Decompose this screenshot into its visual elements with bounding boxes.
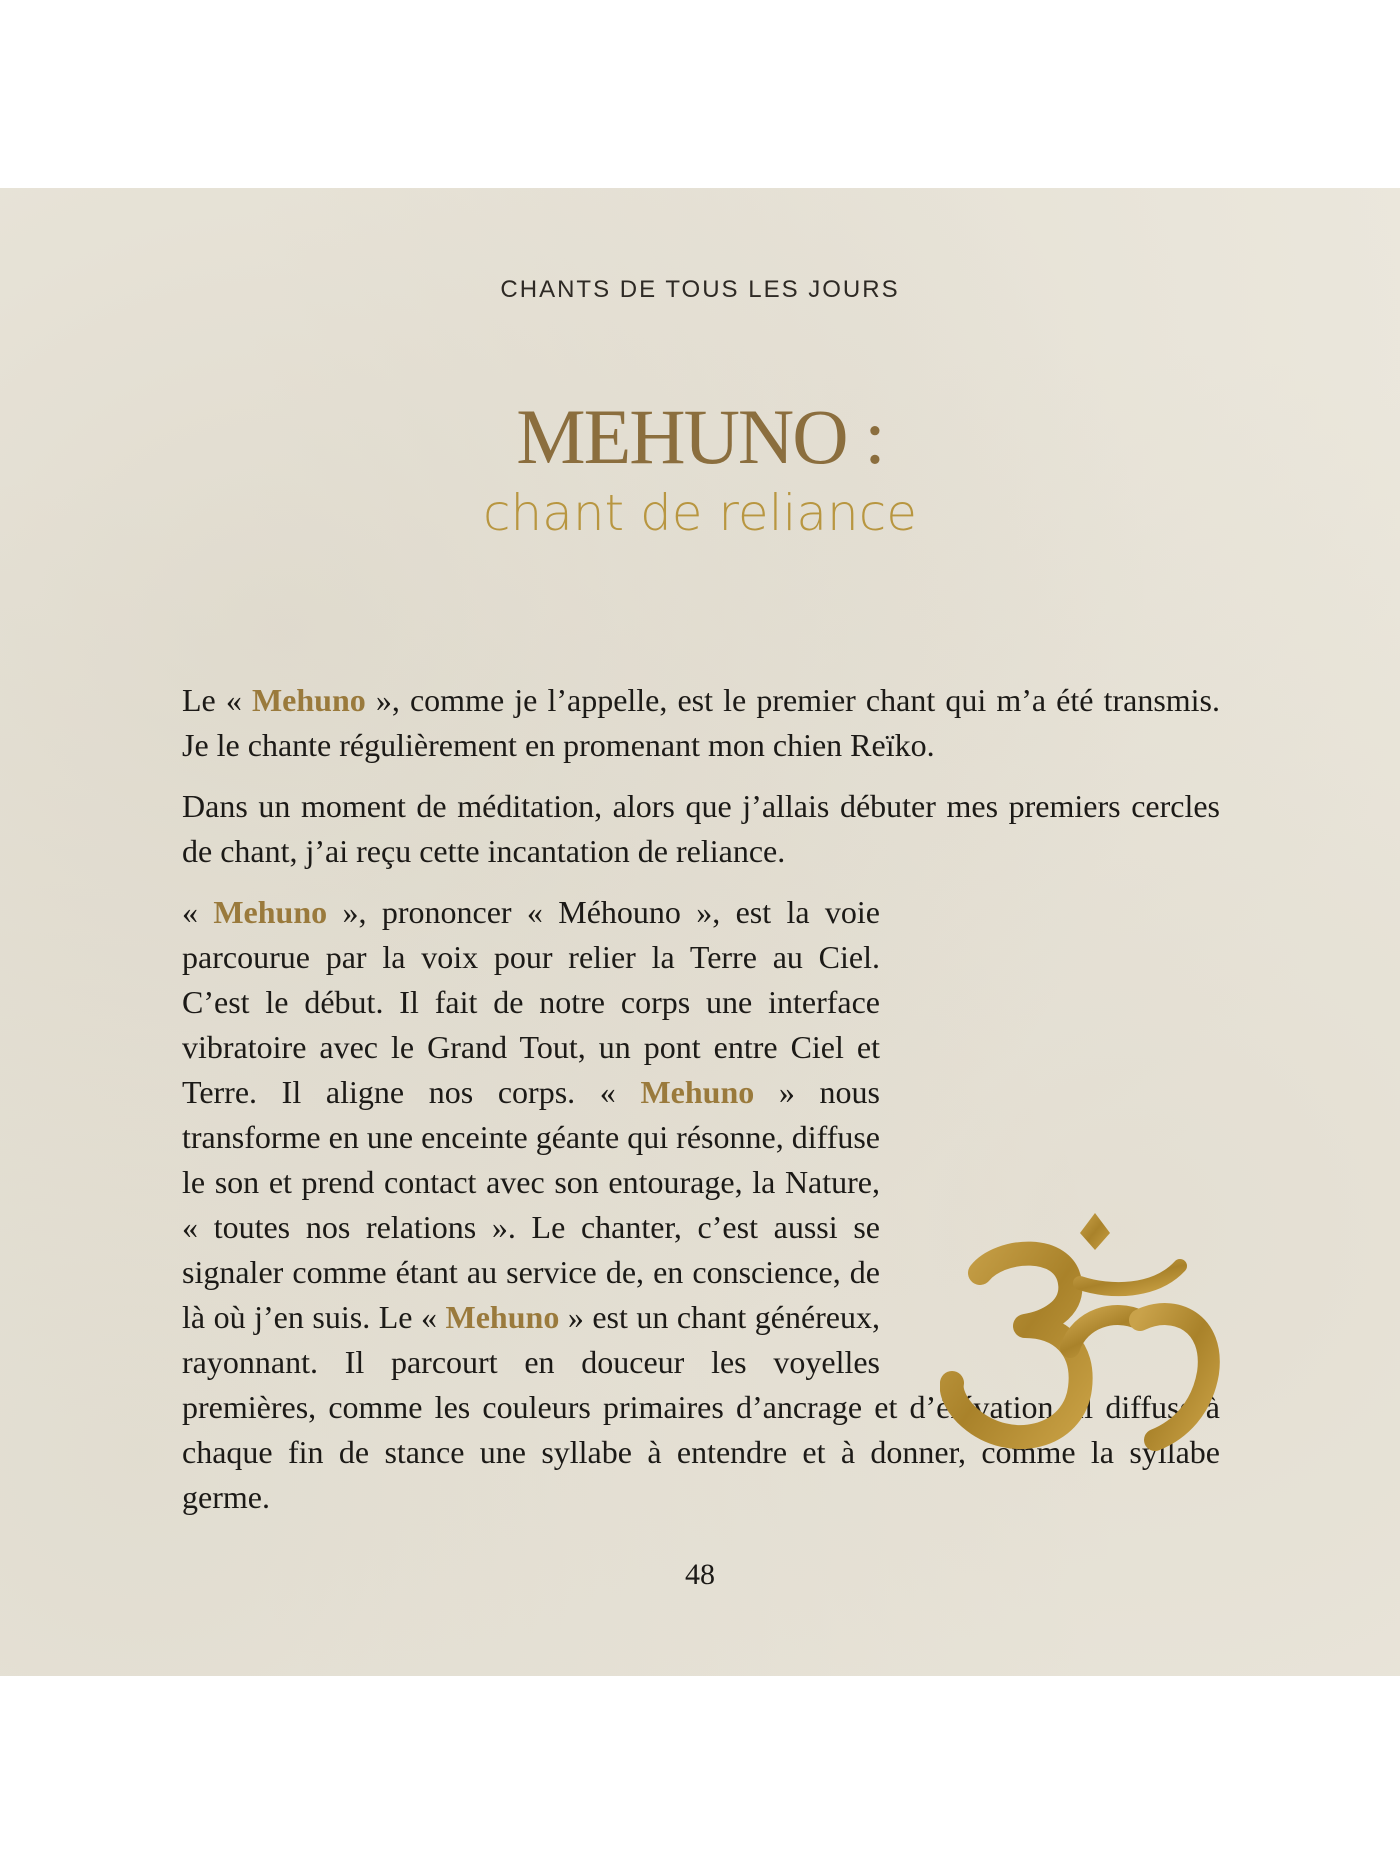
text-run: » est un chant généreux, rayonnant. Il parcourt en douceur les voyelles premières, comme les couleurs primaires d’ancrage et d’élévation. Il diffuse à chaque fin de stance une syllabe à entendre et à donner, comme la syllabe germe. [182, 1299, 1220, 1515]
running-head: CHANTS DE TOUS LES JOURS [500, 276, 900, 303]
emphasis-mehuno: Mehuno [445, 1299, 560, 1335]
om-bindu [1080, 1213, 1110, 1250]
om-symbol-icon [940, 1198, 1230, 1478]
book-page [0, 188, 1400, 1676]
text-run: Dans un moment de méditation, alors que j’allais débuter mes premiers cercles de chant, j’ai reçu cette incantation de reliance. [182, 788, 1220, 869]
chapter-subtitle: chant de reliance [483, 484, 917, 542]
text-run: », prononcer « Méhouno », est la voie parcourue par la voix pour relier la Terre au Ciel. C’est le début. Il fait de notre corps une interface vibratoire avec le Grand Tout, un pont entre Ciel et Terre. Il aligne nos corps. « [182, 894, 880, 1110]
text-run: Le « [182, 682, 252, 718]
emphasis-mehuno: Mehuno [213, 894, 328, 930]
paragraph-2 [182, 784, 1220, 874]
chapter-title: MEHUNO : [516, 393, 884, 480]
page-number: 48 [685, 1558, 715, 1591]
paragraph-1 [182, 678, 1220, 768]
text-run: « [182, 894, 214, 930]
text-run: » nous transforme en une enceinte géante qui résonne, diffuse le son et prend contact avec son entourage, la Nature, « toutes nos relations ». Le chanter, c’est aussi se signaler comme étant au service de, en conscience, de là où j’en suis. Le « [182, 1074, 881, 1335]
emphasis-mehuno: Mehuno [251, 682, 366, 718]
text-run: », comme je l’appelle, est le premier chant qui m’a été transmis. Je le chante régulièrement en promenant mon chien Reïko. [182, 682, 1220, 763]
emphasis-mehuno: Mehuno [640, 1074, 755, 1110]
